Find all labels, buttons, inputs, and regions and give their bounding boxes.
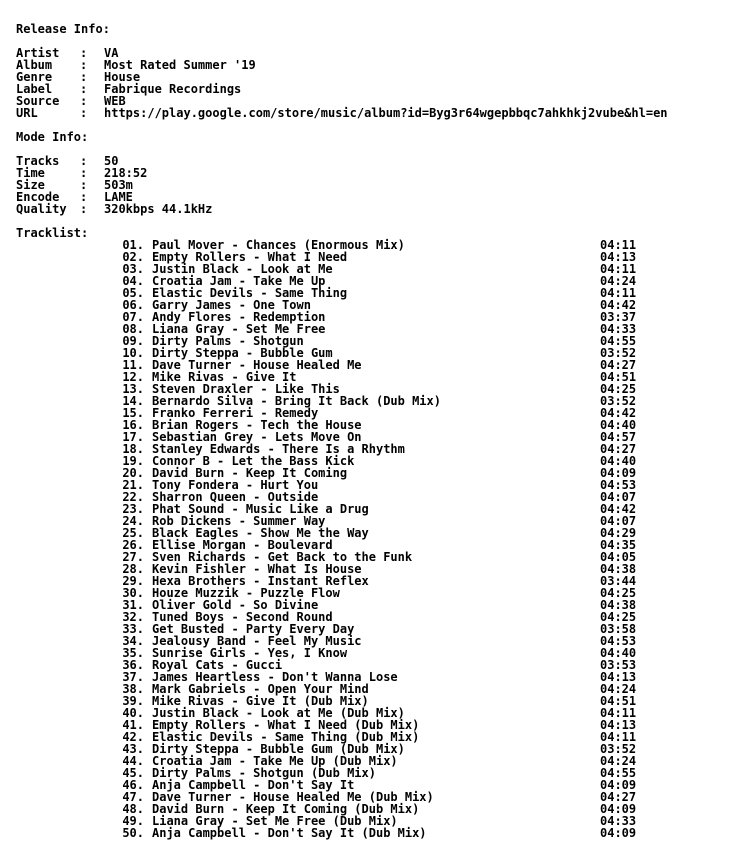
track-duration: 04:25: [600, 586, 637, 600]
track-duration: 04:55: [600, 334, 637, 348]
track-duration: 04:42: [600, 406, 637, 420]
field-value: LAME: [104, 190, 133, 204]
track-number: 01.: [122, 238, 144, 252]
track-duration: 04:35: [600, 538, 637, 552]
track-title: Kevin Fishler - What Is House: [152, 562, 362, 576]
track-duration: 04:25: [600, 382, 637, 396]
track-number: 45.: [122, 766, 144, 780]
track-number: 13.: [122, 382, 144, 396]
track-duration: 04:09: [600, 466, 637, 480]
spacer: [16, 143, 736, 155]
track-duration: 04:53: [600, 634, 637, 648]
track-title: David Burn - Keep It Coming: [152, 466, 348, 480]
track-duration: 04:11: [600, 730, 637, 744]
track-number: 28.: [122, 562, 144, 576]
track-duration: 04:13: [600, 670, 637, 684]
release-info-block: [16, 47, 736, 119]
track-title: Sharron Queen - Outside: [152, 490, 319, 504]
track-title: Brian Rogers - Tech the House: [152, 418, 362, 432]
track-title: Empty Rollers - What I Need: [152, 250, 348, 264]
field-label: Encode: [16, 190, 60, 204]
track-title: Phat Sound - Music Like a Drug: [152, 502, 369, 516]
track-number: 11.: [122, 358, 144, 372]
field-label: Source: [16, 94, 60, 108]
track-title: Tuned Boys - Second Round: [152, 610, 333, 624]
field-separator: :: [80, 202, 95, 216]
track-title: Black Eagles - Show Me the Way: [152, 526, 369, 540]
track-duration: 04:24: [600, 754, 637, 768]
track-duration: 04:13: [600, 250, 637, 264]
release-row-url: [16, 107, 736, 119]
field-value: 50: [104, 154, 119, 168]
track-title: Sunrise Girls - Yes, I Know: [152, 646, 348, 660]
track-title: Steven Draxler - Like This: [152, 382, 340, 396]
track-number: 08.: [122, 322, 144, 336]
field-label: Time: [16, 166, 45, 180]
field-separator: :: [80, 166, 95, 180]
track-title: Mike Rivas - Give It (Dub Mix): [152, 694, 369, 708]
track-number: 02.: [122, 250, 144, 264]
track-duration: 04:11: [600, 238, 637, 252]
field-label: Album: [16, 58, 53, 72]
track-duration: 04:40: [600, 454, 637, 468]
field-value: 320kbps 44.1kHz: [104, 202, 213, 216]
track-number: 43.: [122, 742, 144, 756]
track-duration: 04:38: [600, 562, 637, 576]
track-title: Dave Turner - House Healed Me: [152, 358, 362, 372]
track-duration: 04:11: [600, 286, 637, 300]
field-separator: :: [80, 154, 95, 168]
field-value: 503m: [104, 178, 133, 192]
track-number: 46.: [122, 778, 144, 792]
track-title: Mike Rivas - Give It: [152, 370, 297, 384]
track-title: Stanley Edwards - There Is a Rhythm: [152, 442, 405, 456]
track-title: Tony Fondera - Hurt You: [152, 478, 319, 492]
track-duration: 03:52: [600, 394, 637, 408]
field-value: Fabrique Recordings: [104, 82, 242, 96]
track-duration: 04:42: [600, 502, 637, 516]
mode-row-quality: [16, 203, 736, 215]
track-title: Houze Muzzik - Puzzle Flow: [152, 586, 340, 600]
track-number: 24.: [122, 514, 144, 528]
field-separator: :: [80, 190, 95, 204]
tracklist-heading: Tracklist:: [16, 226, 89, 240]
track-title: Dave Turner - House Healed Me (Dub Mix): [152, 790, 434, 804]
field-label: Artist: [16, 46, 60, 60]
field-label: Tracks: [16, 154, 60, 168]
track-number: 32.: [122, 610, 144, 624]
track-duration: 04:38: [600, 598, 637, 612]
field-label: URL: [16, 106, 38, 120]
track-title: David Burn - Keep It Coming (Dub Mix): [152, 802, 420, 816]
spacer: [16, 215, 736, 227]
track-number: 39.: [122, 694, 144, 708]
track-duration: 04:09: [600, 802, 637, 816]
track-number: 17.: [122, 430, 144, 444]
track-number: 31.: [122, 598, 144, 612]
track-number: 09.: [122, 334, 144, 348]
field-value: VA: [104, 46, 119, 60]
field-separator: :: [80, 82, 95, 96]
track-title: Croatia Jam - Take Me Up (Dub Mix): [152, 754, 398, 768]
track-duration: 04:13: [600, 718, 637, 732]
field-separator: :: [80, 106, 95, 120]
track-duration: 04:24: [600, 682, 637, 696]
field-label: Quality: [16, 202, 67, 216]
track-number: 48.: [122, 802, 144, 816]
track-number: 22.: [122, 490, 144, 504]
track-title: Liana Gray - Set Me Free: [152, 322, 326, 336]
track-duration: 04:33: [600, 814, 637, 828]
field-label: Label: [16, 82, 53, 96]
spacer: [16, 35, 736, 47]
track-title: Empty Rollers - What I Need (Dub Mix): [152, 718, 420, 732]
track-duration: 04:33: [600, 322, 637, 336]
track-title: Bernardo Silva - Bring It Back (Dub Mix): [152, 394, 441, 408]
track-number: 06.: [122, 298, 144, 312]
field-value: House: [104, 70, 141, 84]
track-duration: 04:27: [600, 358, 637, 372]
track-number: 47.: [122, 790, 144, 804]
track-number: 38.: [122, 682, 144, 696]
track-number: 27.: [122, 550, 144, 564]
track-title: Jealousy Band - Feel My Music: [152, 634, 362, 648]
field-value: Most Rated Summer '19: [104, 58, 256, 72]
track-number: 29.: [122, 574, 144, 588]
track-title: Sven Richards - Get Back to the Funk: [152, 550, 413, 564]
track-number: 07.: [122, 310, 144, 324]
track-number: 05.: [122, 286, 144, 300]
tracklist: [16, 239, 736, 839]
track-title: Elastic Devils - Same Thing (Dub Mix): [152, 730, 420, 744]
track-number: 33.: [122, 622, 144, 636]
spacer: [16, 119, 736, 131]
track-duration: 03:52: [600, 742, 637, 756]
track-duration: 03:53: [600, 658, 637, 672]
track-duration: 04:09: [600, 778, 637, 792]
track-duration: 04:51: [600, 370, 637, 384]
track-title: Dirty Palms - Shotgun (Dub Mix): [152, 766, 376, 780]
track-number: 04.: [122, 274, 144, 288]
track-title: Ellise Morgan - Boulevard: [152, 538, 333, 552]
track-duration: 04:07: [600, 490, 637, 504]
track-title: Dirty Steppa - Bubble Gum: [152, 346, 333, 360]
track-title: Mark Gabriels - Open Your Mind: [152, 682, 369, 696]
track-title: Sebastian Grey - Lets Move On: [152, 430, 362, 444]
track-title: Andy Flores - Redemption: [152, 310, 326, 324]
track-number: 36.: [122, 658, 144, 672]
track-duration: 04:27: [600, 442, 637, 456]
track-number: 50.: [122, 826, 144, 840]
track-number: 03.: [122, 262, 144, 276]
track-duration: 04:40: [600, 418, 637, 432]
track-number: 14.: [122, 394, 144, 408]
track-title: James Heartless - Don't Wanna Lose: [152, 670, 398, 684]
track-number: 35.: [122, 646, 144, 660]
track-number: 34.: [122, 634, 144, 648]
field-separator: :: [80, 58, 95, 72]
track-row: [16, 827, 736, 839]
track-number: 16.: [122, 418, 144, 432]
track-duration: 03:37: [600, 310, 637, 324]
track-title: Anja Campbell - Don't Say It: [152, 778, 355, 792]
track-duration: 04:42: [600, 298, 637, 312]
field-value: 218:52: [104, 166, 148, 180]
track-duration: 04:53: [600, 478, 637, 492]
field-separator: :: [80, 70, 95, 84]
track-duration: 04:27: [600, 790, 637, 804]
track-number: 37.: [122, 670, 144, 684]
track-duration: 03:52: [600, 346, 637, 360]
track-title: Rob Dickens - Summer Way: [152, 514, 326, 528]
track-duration: 04:11: [600, 262, 637, 276]
track-title: Croatia Jam - Take Me Up: [152, 274, 326, 288]
track-title: Justin Black - Look at Me: [152, 262, 333, 276]
track-duration: 03:58: [600, 622, 637, 636]
track-title: Paul Mover - Chances (Enormous Mix): [152, 238, 405, 252]
track-title: Oliver Gold - So Divine: [152, 598, 319, 612]
track-number: 30.: [122, 586, 144, 600]
mode-info-heading: Mode Info:: [16, 130, 89, 144]
track-title: Dirty Steppa - Bubble Gum (Dub Mix): [152, 742, 405, 756]
track-duration: 04:11: [600, 706, 637, 720]
track-number: 49.: [122, 814, 144, 828]
track-number: 21.: [122, 478, 144, 492]
track-duration: 04:07: [600, 514, 637, 528]
track-title: Anja Campbell - Don't Say It (Dub Mix): [152, 826, 427, 840]
track-duration: 04:09: [600, 826, 637, 840]
field-value: https://play.google.com/store/music/album?id=Byg3r64wgepbbqc7ahkhkj2vube&hl=en: [104, 106, 668, 120]
track-number: 44.: [122, 754, 144, 768]
field-separator: :: [80, 46, 95, 60]
field-label: Size: [16, 178, 45, 192]
track-duration: 04:55: [600, 766, 637, 780]
track-number: 41.: [122, 718, 144, 732]
track-number: 10.: [122, 346, 144, 360]
field-separator: :: [80, 94, 95, 108]
track-duration: 04:25: [600, 610, 637, 624]
track-duration: 03:44: [600, 574, 637, 588]
track-title: Garry James - One Town: [152, 298, 311, 312]
release-info-heading: Release Info:: [16, 22, 110, 36]
track-number: 25.: [122, 526, 144, 540]
track-number: 42.: [122, 730, 144, 744]
track-title: Hexa Brothers - Instant Reflex: [152, 574, 369, 588]
track-title: Dirty Palms - Shotgun: [152, 334, 304, 348]
mode-info-block: [16, 155, 736, 215]
track-number: 18.: [122, 442, 144, 456]
track-duration: 04:51: [600, 694, 637, 708]
track-duration: 04:40: [600, 646, 637, 660]
track-title: Get Busted - Party Every Day: [152, 622, 355, 636]
track-number: 20.: [122, 466, 144, 480]
track-title: Liana Gray - Set Me Free (Dub Mix): [152, 814, 398, 828]
field-value: WEB: [104, 94, 126, 108]
track-number: 26.: [122, 538, 144, 552]
track-duration: 04:29: [600, 526, 637, 540]
track-duration: 04:05: [600, 550, 637, 564]
track-number: 40.: [122, 706, 144, 720]
track-number: 15.: [122, 406, 144, 420]
track-title: Elastic Devils - Same Thing: [152, 286, 348, 300]
track-title: Royal Cats - Gucci: [152, 658, 283, 672]
track-duration: 04:24: [600, 274, 637, 288]
track-title: Connor B - Let the Bass Kick: [152, 454, 355, 468]
track-number: 12.: [122, 370, 144, 384]
track-title: Justin Black - Look at Me (Dub Mix): [152, 706, 405, 720]
track-title: Franko Ferreri - Remedy: [152, 406, 319, 420]
track-number: 23.: [122, 502, 144, 516]
field-separator: :: [80, 178, 95, 192]
track-number: 19.: [122, 454, 144, 468]
track-duration: 04:57: [600, 430, 637, 444]
field-label: Genre: [16, 70, 53, 84]
